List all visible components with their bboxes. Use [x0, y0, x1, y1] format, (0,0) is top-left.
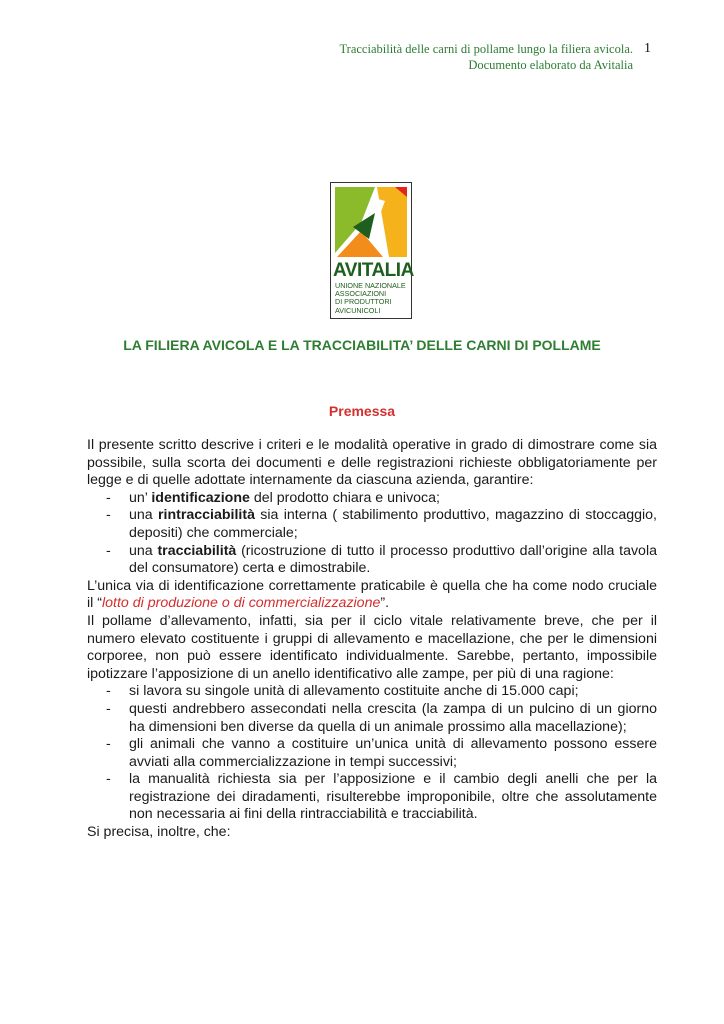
header-line-2: Documento elaborato da Avitalia [468, 58, 633, 72]
header-line-1: Tracciabilità delle carni di pollame lungo la filiera avicola. [339, 42, 633, 56]
lot-paragraph [87, 578, 657, 613]
goal-item [87, 507, 657, 542]
logo-subtitle-line: DI PRODUTTORI [335, 297, 392, 307]
goal-text: un’ [129, 489, 152, 506]
document-body [87, 437, 657, 842]
lot-text: ”. [380, 595, 390, 612]
reason-item: - la manualità richiesta sia per l’apposizione e il cambio degli anelli che per la registrazione dei diradamenti, risulterebbe improponibile, oltre che assolutamente non necessaria ai fini della rintracciabilità e tracciabilità. [87, 771, 657, 824]
goal-text: (ricostruzione di tutto il processo produttivo dall’origine alla tavola del consumatore) certa e dimostrabile. [129, 542, 657, 577]
goal-text: sia interna ( stabilimento produttivo, magazzino di stoccaggio, depositi) che commerciale; [129, 507, 657, 541]
reason-item: - questi andrebbero assecondati nella crescita (la zampa di un pulcino di un giorno ha dimensioni ben diverse da quella di un animale prossimo alla macellazione); [87, 701, 657, 736]
logo-subtitle-line: UNIONE NAZIONALE [335, 281, 406, 290]
goal-text: una [129, 507, 158, 524]
goal-text: del prodotto chiara e univoca; [249, 489, 440, 506]
document-title: LA FILIERA AVICOLA E LA TRACCIABILITA’ DELLE CARNI DI POLLAME [123, 337, 601, 353]
lot-highlight: lotto di produzione o di commercializzazione [101, 595, 381, 612]
logo-subtitle [335, 282, 409, 315]
intro-paragraph: Il presente scritto descrive i criteri e le modalità operative in grado di dimostrare come sia possibile, sulla scorta dei documenti e delle registrazioni richieste obbligatoriamente per legge e di quelle adottate internamente da ciascuna azienda, garantire: [87, 437, 657, 489]
goal-keyword: identificazione [151, 489, 250, 506]
goal-keyword: tracciabilità [157, 542, 237, 559]
avitalia-logo [330, 182, 412, 319]
poultry-paragraph: Il pollame d’allevamento, infatti, sia per il ciclo vitale relativamente breve, che per il numero elevato costituente i gruppi di allevamento e macellazione, che per le dimensioni corporee, non può essere identificato individualmente. Sarebbe, pertanto, impossibile ipotizzare l’apposizione di un anello identificativo alle zampe, per più di una ragione: [87, 612, 657, 682]
goal-text: una [129, 542, 158, 559]
reason-item: - gli animali che vanno a costituire un’unica unità di allevamento possono essere avviati alla commercializzazione in tempi successivi; [87, 736, 657, 771]
goal-item [87, 543, 657, 578]
reasons-list [87, 683, 657, 824]
page-number: 1 [644, 41, 651, 56]
goals-list [87, 490, 657, 578]
reason-item: - si lavora su singole unità di allevamento costituite anche di 15.000 capi; [87, 683, 657, 701]
logo-wordmark: AVITALIA [333, 260, 414, 281]
goal-keyword: rintracciabilità [157, 507, 255, 524]
closing-line: Si precisa, inoltre, che: [87, 824, 231, 841]
logo-emblem-icon [331, 183, 411, 261]
logo-subtitle-line: ASSOCIAZIONI [335, 289, 387, 299]
goal-item [87, 490, 657, 508]
section-title: Premessa [328, 403, 396, 419]
lot-text: L’unica via di identificazione correttamente praticabile è quella che ha come nodo cruciale il “ [87, 577, 657, 612]
running-header [339, 41, 633, 73]
logo-subtitle-line: AVICUNICOLI [335, 305, 381, 315]
